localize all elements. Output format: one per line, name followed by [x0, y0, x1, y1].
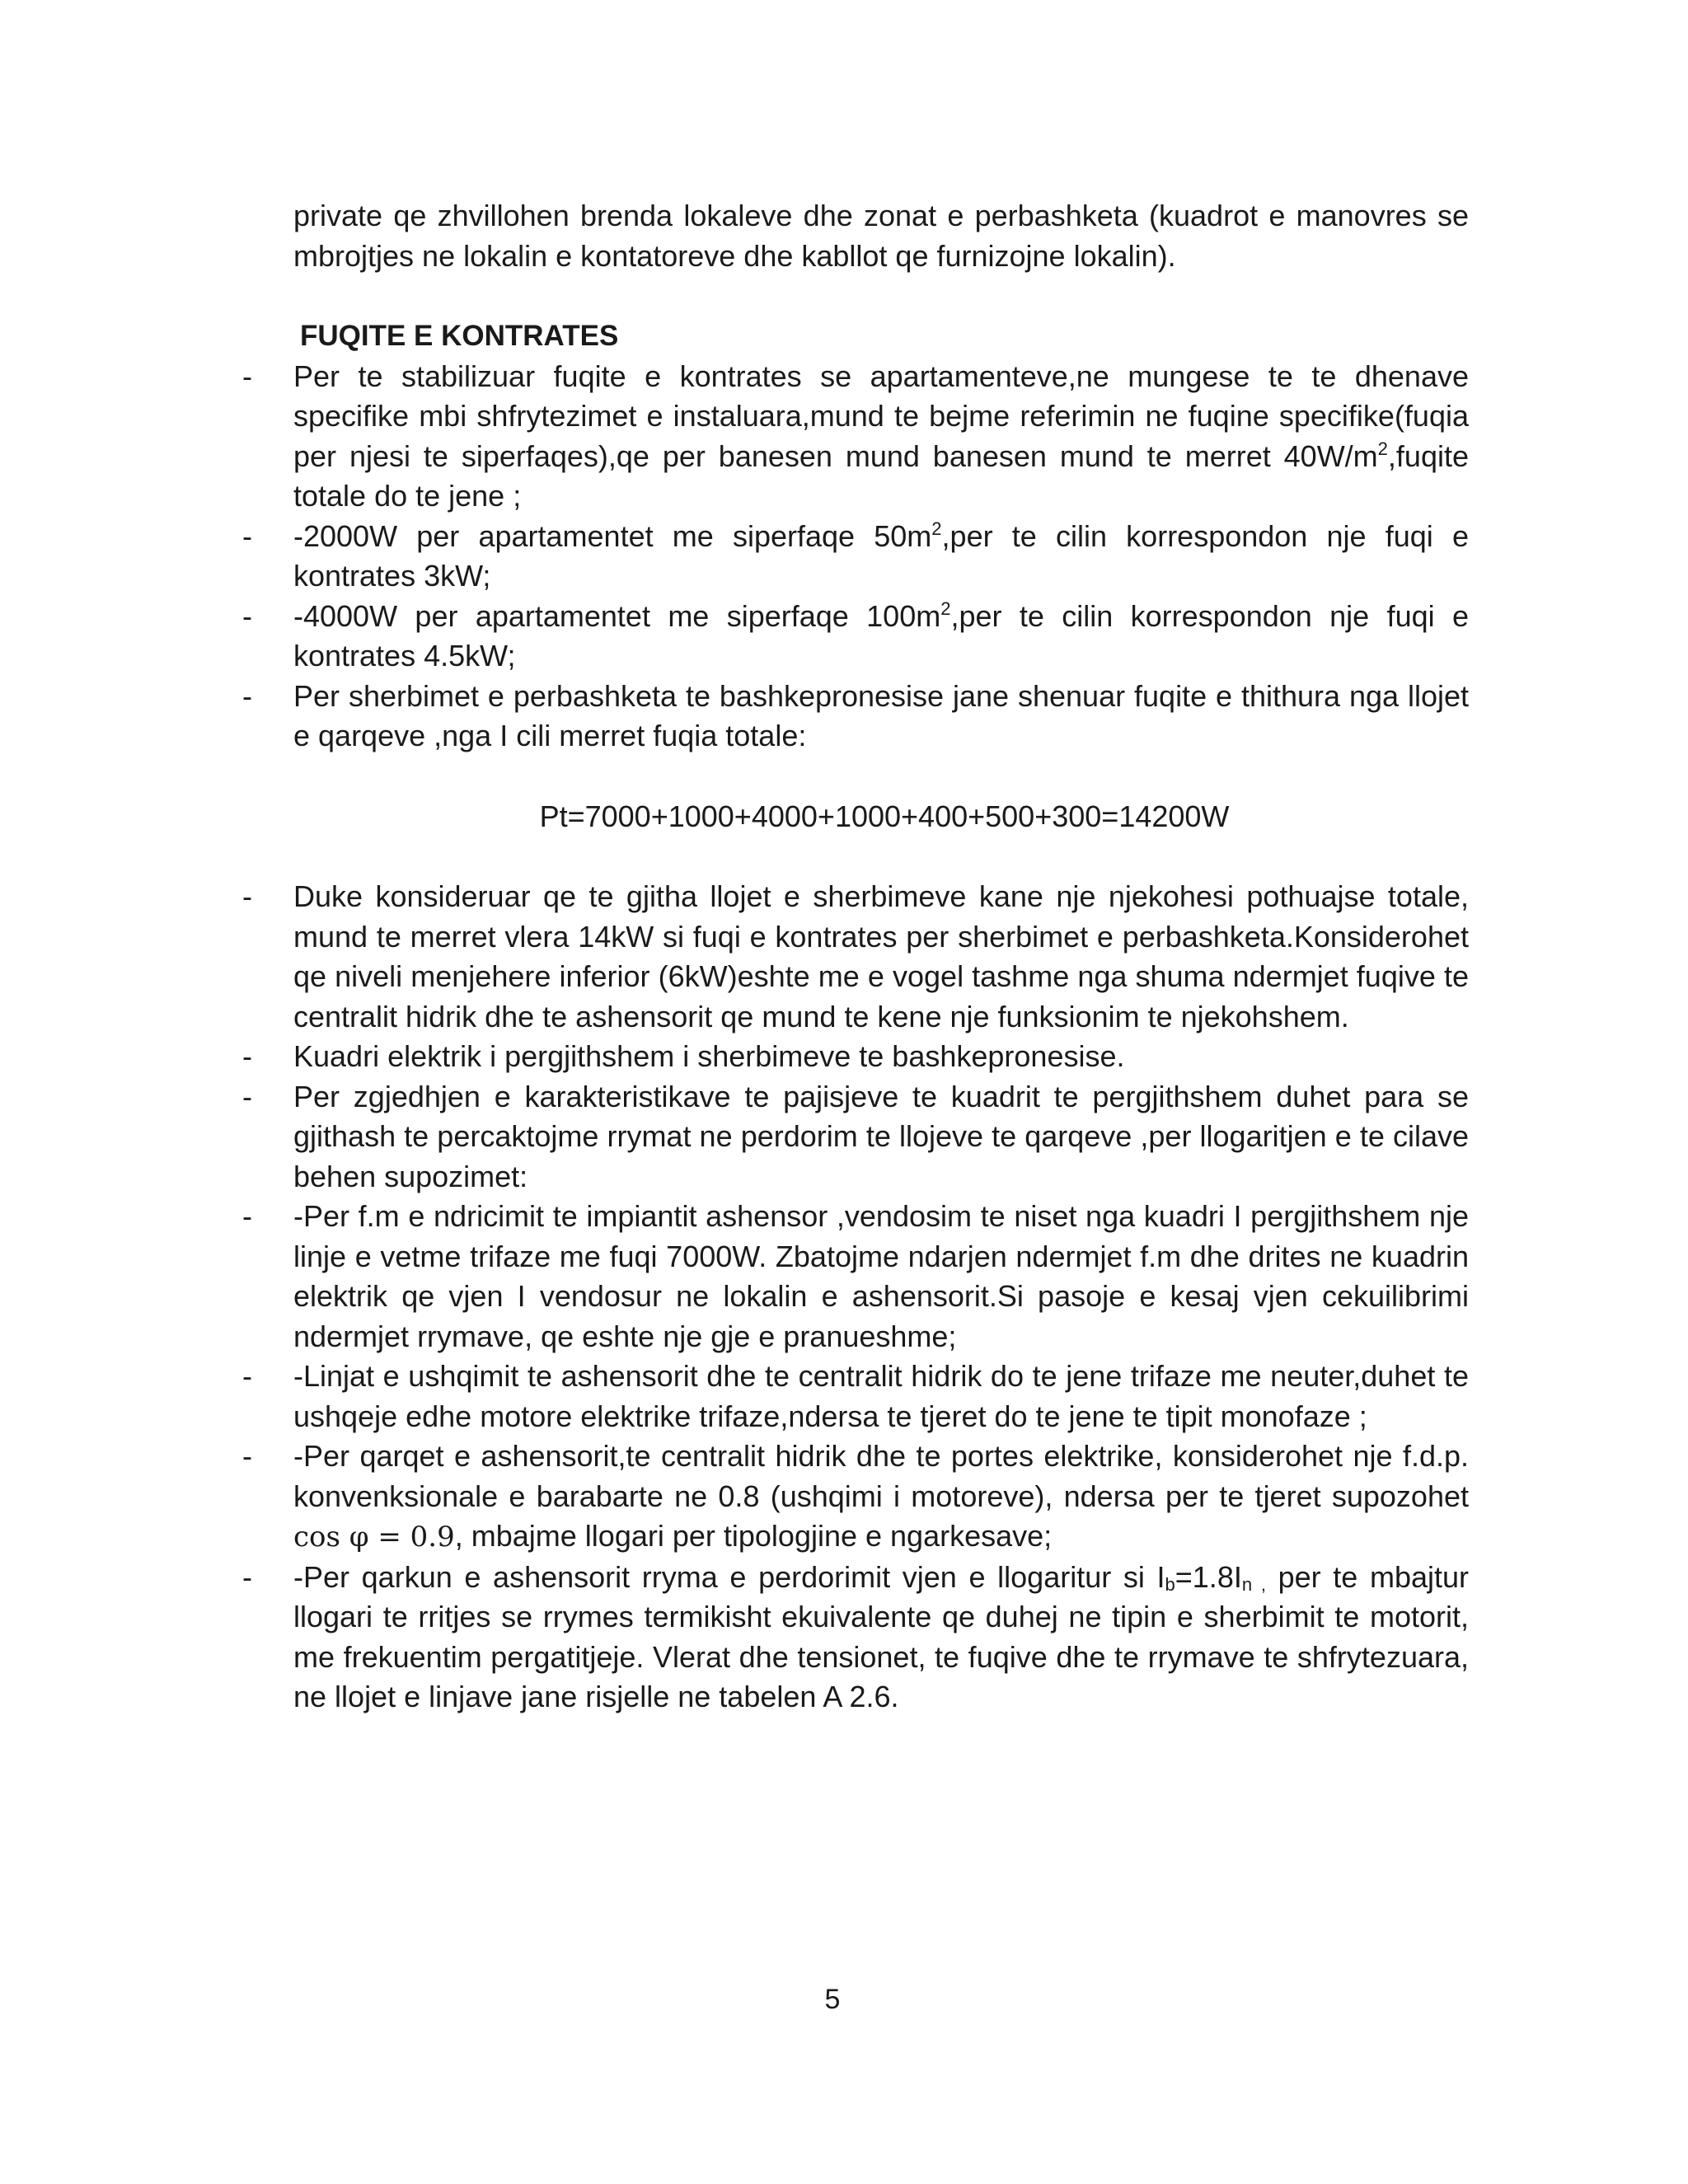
list-item: - -4000W per apartamentet me siperfaqe $100m^2,per$ te cilin korrespondon nje fuqi e kontrates 4.5kW;	[293, 597, 1469, 677]
list-item: - Duke konsideruar qe te gjitha llojet e sherbimeve kane nje njekohesi pothuajse totale, mund te merret vlera 14kW si fuqi e kontrates per sherbimet e perbashketa.Konsiderohet qe niveli menjehere inferior (6kW)eshte me e vogel tashme nga shuma ndermjet fuqive te centralit hidrik dhe te ashensorit qe mund te kene nje funksionim te njekohshem.	[293, 877, 1469, 1037]
list-item: - -Linjat e ushqimit te ashensorit dhe te centralit hidrik do te jene trifaze me neuter,duhet te ushqeje edhe motore elektrike trifaze,ndersa te tjeret do te jene te tipit monofaze ;	[293, 1357, 1469, 1436]
list-item: - Per sherbimet e perbashketa te bashkepronesise jane shenuar fuqite e thithura nga llojet e qarqeve ,nga I cili merret fuqia totale:	[293, 677, 1469, 757]
list-item: - Per te stabilizuar fuqite e kontrates se apartamenteve,ne mungese te te dhenave specifike mbi shfrytezimet e instaluara,mund te bejme referimin ne fuqine specifike(fuqia per njesi te siperfaqes),qe per banesen mund banesen mund te merret $40W/m^2,fuqite$ totale do te jene ;	[293, 357, 1469, 517]
section-heading: FUQITE E KONTRATES	[300, 320, 619, 352]
list-item: - -Per f.m e ndricimit te impiantit ashensor ,vendosim te niset nga kuadri I pergjithshem nje linje e vetme trifaze me fuqi 7000W. Zbatojme ndarjen ndermjet f.m dhe drites ne kuadrin elektrik qe vjen I vendosur ne lokalin e ashensorit.Si pasoje e kesaj vjen cekuilibrimi ndermjet rrymave, qe eshte nje gje e pranueshme;	[293, 1197, 1469, 1357]
list-item: - Kuadri elektrik i pergjithshem i sherbimeve te bashkepronesise.	[293, 1037, 1469, 1077]
total-power-equation: Pt=7000+1000+4000+1000+400+500+300=14200W	[539, 799, 1230, 833]
page-number: 5	[824, 1984, 841, 2015]
list-item: - -2000W per apartamentet me siperfaqe $50m^2,per$ te cilin korrespondon nje fuqi e kontrates 3kW;	[293, 517, 1469, 597]
bullet-list-contract-power	[293, 357, 1469, 757]
list-item: - -Per qarkun e ashensorit rryma e perdorimit vjen e llogaritur si $I_b=1.8I_{n ,}$ per te mbajtur llogari te rritjes se rrymes termikisht ekuivalente qe duhej ne tipin e sherbimit te motorit, me frekuentim pergatitjeje. Vlerat dhe tensionet, te fuqive dhe te rrymave te shfrytezuara, ne llojet e linjave jane risjelle ne tabelen A 2.6.	[293, 1558, 1469, 1718]
intro-paragraph: private qe zhvillohen brenda lokaleve dhe zonat e perbashketa (kuadrot e manovres se mbrojtjes ne lokalin e kontatoreve dhe kabllot qe furnizojne lokalin).	[293, 199, 1469, 273]
list-item: - Per zgjedhjen e karakteristikave te pajisjeve te kuadrit te pergjithshem duhet para se gjithash te percaktojme rrymat ne perdorim te llojeve te qarqeve ,per llogaritjen e te cilave behen supozimet:	[293, 1077, 1469, 1197]
cos-phi-formula: cos φ = 0.9	[293, 1521, 455, 1554]
bullet-list-services	[293, 877, 1469, 1718]
list-item: - -Per qarqet e ashensorit,te centralit hidrik dhe te portes elektrike, konsiderohet nje f.d.p. konvenksionale e barabarte ne 0.8 (ushqimi i motoreve), ndersa per te tjeret supozohet cos φ = 0.9, mbajme llogari per tipologjine e ngarkesave;	[293, 1436, 1469, 1558]
page-content	[293, 196, 1469, 1718]
